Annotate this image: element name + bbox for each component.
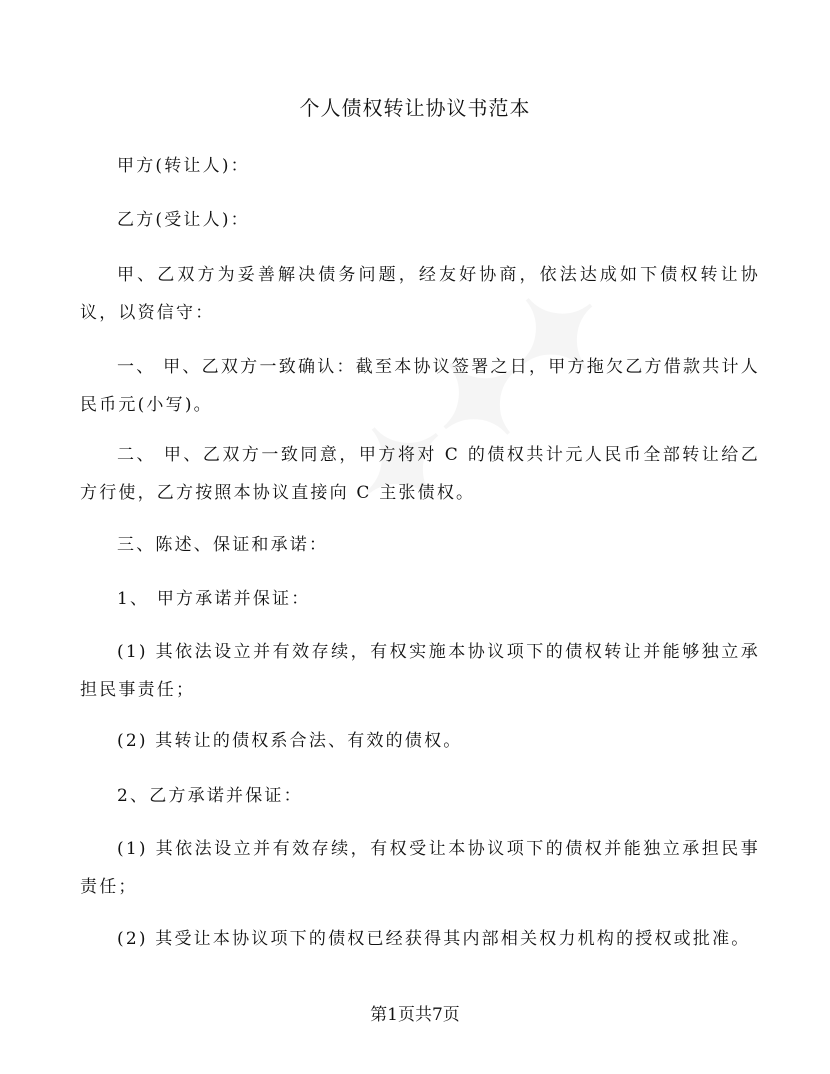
party-a-warranty-2: (2) 其转让的债权系合法、有效的债权。 [117,731,463,751]
page-number: 第1页共7页 [370,1005,460,1025]
party-b-warranty-heading: 2、乙方承诺并保证： [117,786,303,806]
preamble-paragraph: 甲、乙双方为妥善解决债务问题，经友好协商，依法达成如下债权转让协议，以资信守： [80,265,760,323]
party-b-warranty-1: (1) 其依法设立并有效存续，有权受让本协议项下的债权并能独立承担民事责任； [80,839,760,897]
document-title: 个人债权转让协议书范本 [299,96,531,120]
clause-2: 二、 甲、乙双方一致同意，甲方将对 C 的债权共计元人民币全部转让给乙方行使，乙方按照本协议直接向 C 主张债权。 [80,445,760,503]
party-a-line: 甲方(转让人)： [117,156,250,176]
party-b-line: 乙方(受让人)： [117,210,250,230]
clause-1: 一、 甲、乙双方一致确认：截至本协议签署之日，甲方拖欠乙方借款共计人民币元(小写)。 [80,357,760,415]
party-a-warranty-heading: 1、 甲方承诺并保证： [117,589,311,609]
party-b-warranty-2: (2) 其受让本协议项下的债权已经获得其内部相关权力机构的授权或批准。 [117,929,751,949]
party-a-warranty-1: (1) 其依法设立并有效存续，有权实施本协议项下的债权转让并能够独立承担民事责任； [80,642,760,700]
clause-3-heading: 三、陈述、保证和承诺： [117,535,329,555]
